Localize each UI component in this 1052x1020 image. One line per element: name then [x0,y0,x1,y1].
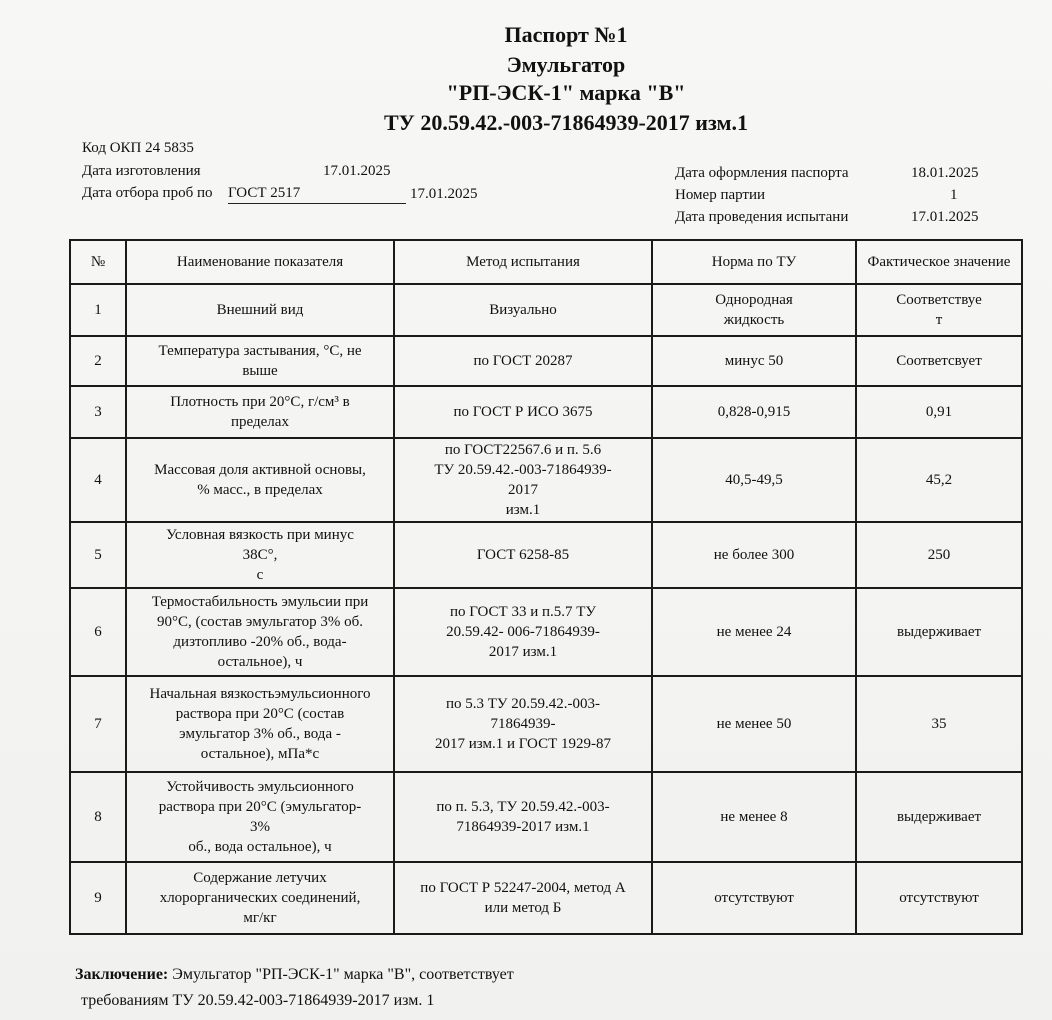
row-norm: не менее 8 [652,772,856,862]
row-indicator-name: Плотность при 20°С, г/см³ в пределах [126,386,394,438]
row-test-method: ГОСТ 6258-85 [394,522,652,588]
table-row [70,336,1022,386]
row-actual-value: 45,2 [856,438,1022,522]
col-header-method: Метод испытания [394,240,652,284]
parameters-table [69,239,1023,935]
row-actual-value: выдерживает [856,772,1022,862]
row-indicator-name: Температура застывания, °С, не выше [126,336,394,386]
row-test-method: по ГОСТ 20287 [394,336,652,386]
table-row [70,676,1022,772]
row-test-method: Визуально [394,284,652,336]
test-date-label: Дата проведения испытани [675,209,849,225]
row-actual-value: отсутствуют [856,862,1022,934]
row-norm: не менее 24 [652,588,856,676]
product-name: Эмульгатор [506,52,626,77]
row-actual-value: 0,91 [856,386,1022,438]
sampling-date-label: Дата отбора проб по [82,185,213,201]
row-number: 8 [70,772,126,862]
row-indicator-name: Условная вязкость при минус 38С°, с [126,522,394,588]
manufacture-date-value: 17.01.2025 [323,163,391,179]
row-test-method: по 5.3 ТУ 20.59.42.-003- 71864939- 2017 изм.1 и ГОСТ 1929-87 [394,676,652,772]
batch-number-value: 1 [950,187,958,203]
row-test-method: по ГОСТ22567.6 и п. 5.6 ТУ 20.59.42.-003-71864939- 2017 изм.1 [394,438,652,522]
table-header-row [70,240,1022,284]
col-header-norm: Норма по ТУ [652,240,856,284]
row-norm: минус 50 [652,336,856,386]
row-actual-value: 250 [856,522,1022,588]
conclusion [75,962,514,1014]
manufacture-date-label: Дата изготовления [82,163,201,179]
row-number: 4 [70,438,126,522]
row-indicator-name: Внешний вид [126,284,394,336]
conclusion-line-1 [75,962,514,988]
row-actual-value: выдерживает [856,588,1022,676]
row-norm: не менее 50 [652,676,856,772]
row-norm: 40,5-49,5 [652,438,856,522]
row-number: 2 [70,336,126,386]
row-test-method: по ГОСТ 33 и п.5.7 ТУ 20.59.42- 006-71864939- 2017 изм.1 [394,588,652,676]
row-number: 6 [70,588,126,676]
col-header-name: Наименование показателя [126,240,394,284]
conclusion-label: Заключение: [75,966,169,983]
row-indicator-name: Устойчивость эмульсионного раствора при 20°С (эмульгатор- 3% об., вода остальное), ч [126,772,394,862]
table-row [70,522,1022,588]
col-header-actual: Фактическое значение [856,240,1022,284]
col-header-number: № [70,240,126,284]
row-actual-value: Соответсвует [856,336,1022,386]
table-row [70,772,1022,862]
sampling-standard: ГОСТ 2517 [228,183,406,204]
row-indicator-name: Массовая доля активной основы, % масс., в пределах [126,438,394,522]
product-brand: "РП-ЭСК-1" марка "В" [446,80,686,105]
row-number: 7 [70,676,126,772]
table-row [70,588,1022,676]
row-indicator-name: Термостабильность эмульсии при 90°С, (состав эмульгатор 3% об. дизтопливо -20% об., вода- остальное), ч [126,588,394,676]
row-number: 5 [70,522,126,588]
row-number: 3 [70,386,126,438]
row-norm: отсутствуют [652,862,856,934]
conclusion-line-2: требованиям ТУ 20.59.42-003-71864939-2017 изм. 1 [81,992,435,1009]
row-indicator-name: Начальная вязкостьэмульсионного раствора при 20°С (состав эмульгатор 3% об., вода - остальное), мПа*с [126,676,394,772]
row-norm: Однородная жидкость [652,284,856,336]
passport-date-label: Дата оформления паспорта [675,165,849,181]
conclusion-text: Эмульгатор "РП-ЭСК-1" марка "В", соответствует [172,966,514,983]
document-title: Паспорт №1 [504,22,628,47]
row-norm: не более 300 [652,522,856,588]
row-actual-value: Соответствуе т [856,284,1022,336]
row-test-method: по ГОСТ Р ИСО 3675 [394,386,652,438]
passport-date-value: 18.01.2025 [911,165,979,181]
table-row [70,386,1022,438]
batch-number-label: Номер партии [675,187,766,203]
row-norm: 0,828-0,915 [652,386,856,438]
sampling-date-value: 17.01.2025 [410,186,478,202]
product-spec: ТУ 20.59.42.-003-71864939-2017 изм.1 [384,110,748,135]
table-row [70,862,1022,934]
row-indicator-name: Содержание летучих хлорорганических соединений, мг/кг [126,862,394,934]
row-number: 9 [70,862,126,934]
test-date-value: 17.01.2025 [911,209,979,225]
okp-code: Код ОКП 24 5835 [82,140,194,156]
table-row [70,438,1022,522]
row-test-method: по ГОСТ Р 52247-2004, метод А или метод Б [394,862,652,934]
table-row [70,284,1022,336]
row-actual-value: 35 [856,676,1022,772]
row-test-method: по п. 5.3, ТУ 20.59.42.-003- 71864939-2017 изм.1 [394,772,652,862]
row-number: 1 [70,284,126,336]
